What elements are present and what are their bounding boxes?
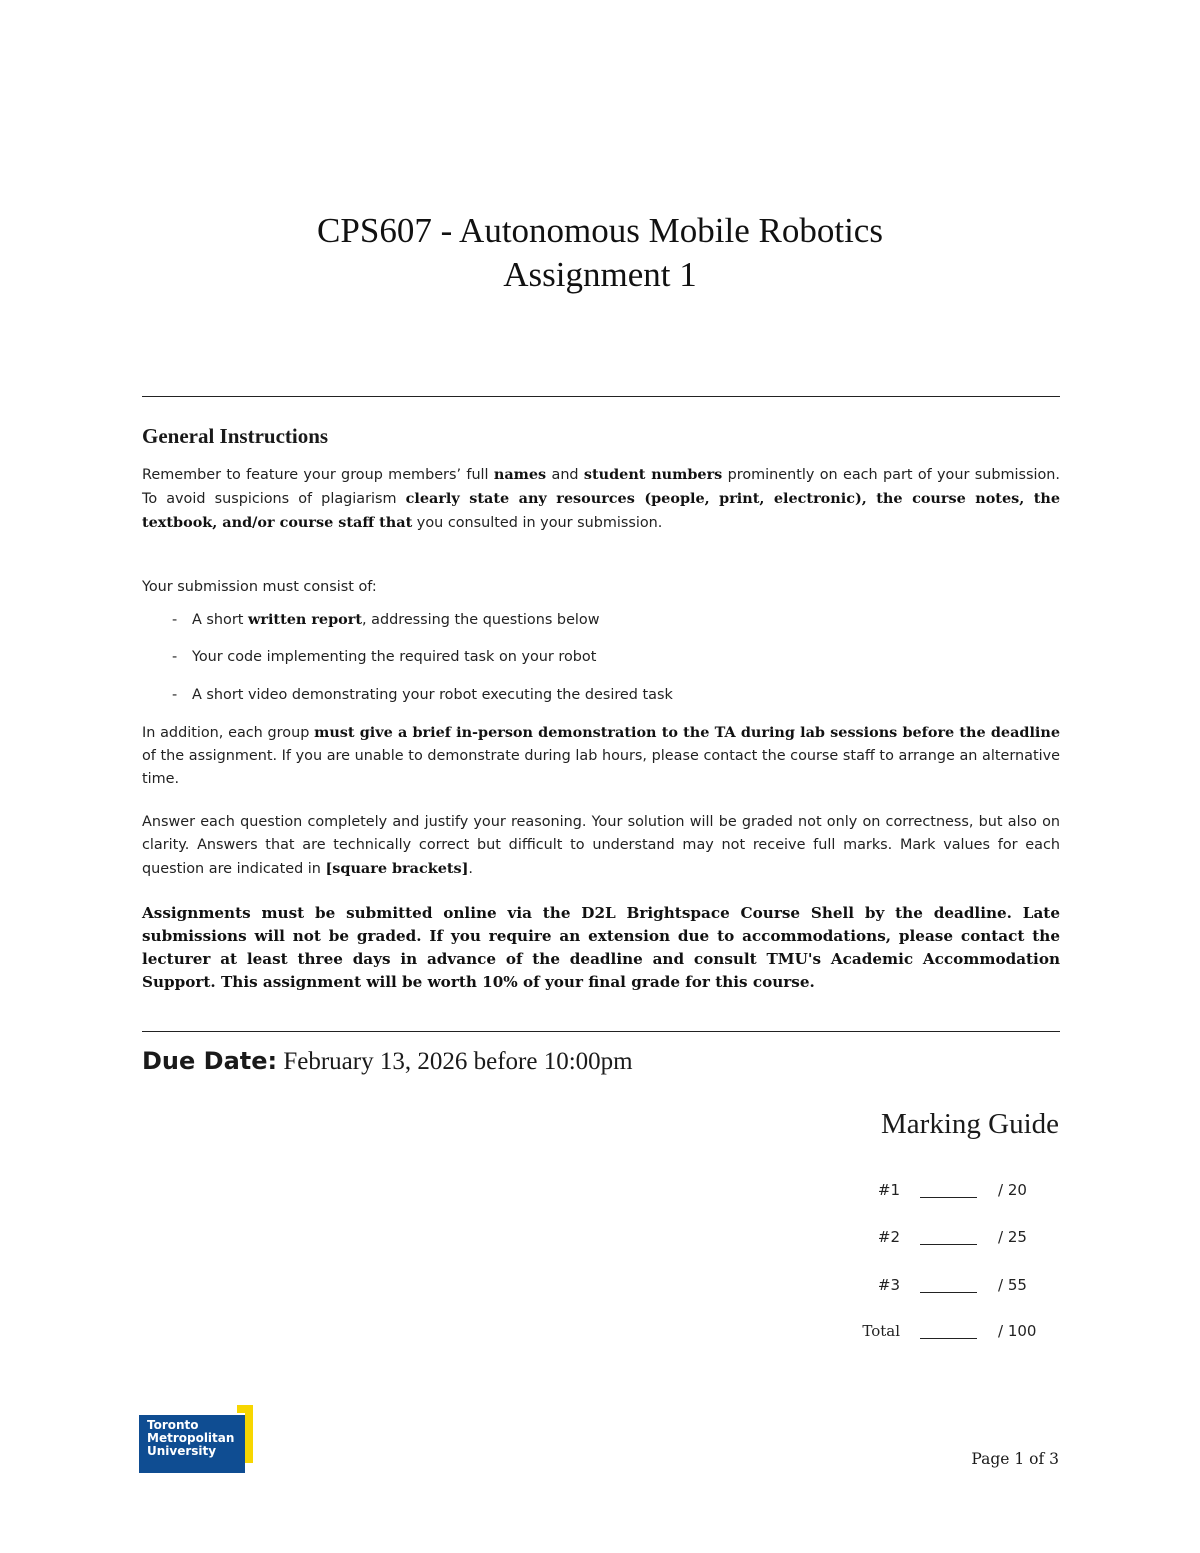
out-of: / 100 bbox=[998, 1322, 1037, 1340]
logo-accent bbox=[245, 1405, 253, 1463]
demonstration-paragraph: In addition, each group must give a brief in-person demonstration to the TA during lab sessions before the deadline of the assignment. If you are unable to demonstrate during lab hours, please contact the course staff to arrange an alternative time. bbox=[142, 724, 1061, 787]
list-item: - Your code implementing the required task on your robot bbox=[172, 649, 597, 665]
list-item: - A short video demonstrating your robot executing the desired task bbox=[172, 687, 673, 703]
score-blank bbox=[920, 1244, 977, 1245]
submission-intro: Your submission must consist of: bbox=[142, 579, 377, 595]
due-date-value: February 13, 2026 before 10:00pm bbox=[277, 1048, 633, 1075]
document-title: CPS607 - Autonomous Mobile Robotics bbox=[317, 211, 883, 250]
question-label: #2 bbox=[877, 1228, 900, 1246]
logo-text: Toronto Metropolitan University bbox=[147, 1418, 235, 1458]
document-subtitle: Assignment 1 bbox=[503, 255, 697, 294]
marking-row bbox=[840, 1181, 1060, 1205]
section-heading: General Instructions bbox=[142, 424, 329, 448]
score-blank bbox=[920, 1197, 977, 1198]
top-divider bbox=[142, 396, 1060, 397]
question-label: #1 bbox=[877, 1181, 900, 1199]
instructions-paragraph-1: Remember to feature your group members’ full names and student numbers prominently on each part of your submission. To avoid suspicions of plagiarism clearly state any resources (people, print, electronic), the course notes, the textbook, and/or course staff that you consulted in your submission. bbox=[142, 466, 1060, 531]
score-blank bbox=[920, 1292, 977, 1293]
out-of: / 55 bbox=[998, 1276, 1027, 1294]
due-date-label: Due Date: bbox=[142, 1047, 278, 1075]
score-blank bbox=[920, 1338, 977, 1339]
question-label: #3 bbox=[877, 1276, 900, 1294]
marking-guide-title: Marking Guide bbox=[881, 1108, 1059, 1140]
bottom-divider bbox=[142, 1031, 1060, 1032]
marking-row bbox=[840, 1276, 1060, 1300]
due-date bbox=[142, 1047, 633, 1076]
out-of: / 20 bbox=[998, 1181, 1027, 1199]
total-label: Total bbox=[862, 1322, 900, 1340]
list-item: - A short written report, addressing the questions below bbox=[172, 611, 600, 628]
grading-paragraph: Answer each question completely and justify your reasoning. Your solution will be graded not only on correctness, but also on clarity. Answers that are technically correct but difficult to understand may not receive full marks. Mark values for each question are indicated in [square brackets]. bbox=[142, 814, 1060, 877]
out-of: / 25 bbox=[998, 1228, 1027, 1246]
page-number: Page 1 of 3 bbox=[971, 1450, 1059, 1468]
marking-row bbox=[840, 1228, 1060, 1252]
submission-policy-paragraph: Assignments must be submitted online via the D2L Brightspace Course Shell by the deadline. Late submissions will not be graded. If you require an extension due to accommodations, please contact the lecturer at least three days in advance of the deadline and consult TMU's Academic Accommodation Support. This assignment will be worth 10% of your final grade for this course. bbox=[142, 904, 1060, 991]
university-logo bbox=[139, 1405, 253, 1469]
marking-row-total bbox=[840, 1322, 1060, 1346]
